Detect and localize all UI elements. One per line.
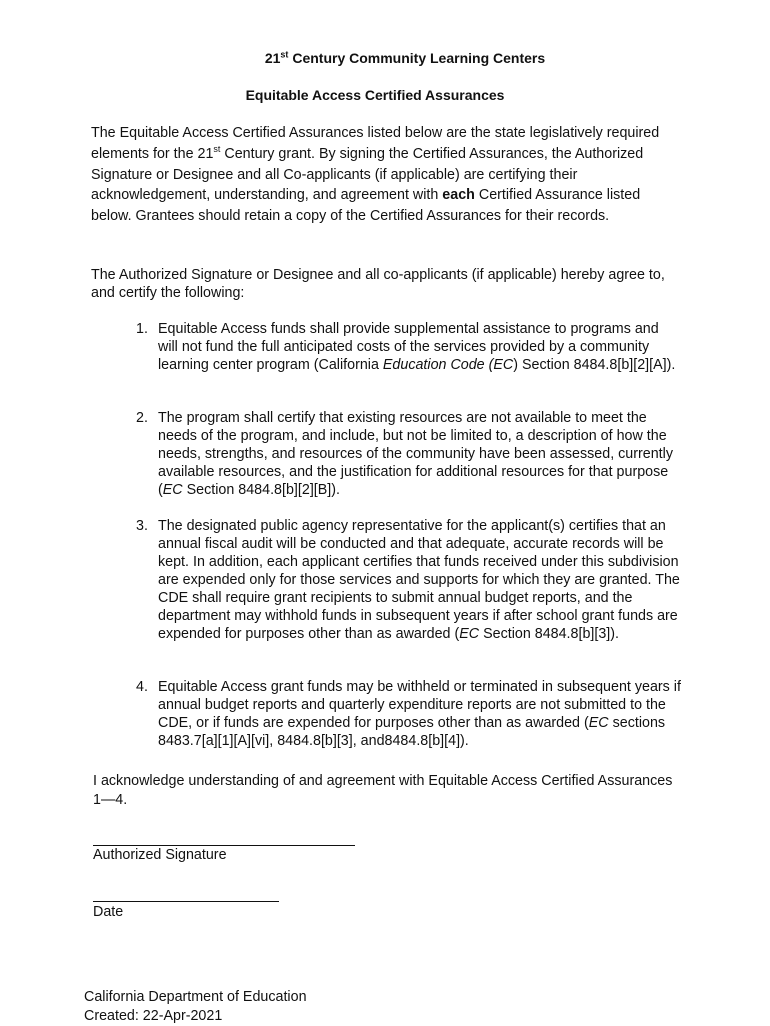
intro-text-1: The Equitable Access Certified Assurances listed below are the state legislatively required elements for the 21	[91, 125, 660, 162]
item-text-a: Equitable Access funds shall provide supplemental assistance to programs and will not fund the full anticipated costs of the services provided by a community learning center program (California	[158, 321, 659, 373]
footer-organization: California Department of Education	[84, 989, 307, 1005]
item-italic: EC	[162, 482, 183, 498]
signature-line[interactable]	[93, 845, 355, 846]
intro-superscript: st	[213, 144, 221, 155]
list-item	[136, 409, 681, 499]
item-text-a: The designated public agency representative for the applicant(s) certifies that an annual fiscal audit will be conducted and that adequate, accurate records will be kept. In addition, each applicant certifies that funds received under this subdivision are expended only for those services and supports for which they are granted. The CDE shall require grant recipients to submit annual budget reports, and the department may withhold funds in subsequent years if after school grant funds are expended for purposes other than as awarded (	[158, 518, 680, 642]
agree-statement: The Authorized Signature or Designee and all co-applicants (if applicable) hereby agree to, and certify the following:	[91, 267, 665, 301]
item-italic: EC	[459, 626, 480, 642]
list-item	[136, 320, 681, 374]
list-item-text	[158, 409, 681, 499]
item-italic: EC	[588, 715, 609, 731]
item-text-a: The program shall certify that existing resources are not available to meet the needs of the program, and include, but not be limited to, a description of how the needs, strengths, and resources of the community have been assessed, currently available resources, and the justification for additional resources for that purpose (	[158, 410, 673, 498]
list-item-text	[158, 678, 681, 750]
item-text-b: ) Section 8484.8[b][2][A]).	[513, 357, 676, 373]
list-item-text	[158, 517, 681, 643]
intro-paragraph	[91, 123, 681, 227]
list-item-text	[158, 320, 681, 374]
list-item-number: 3.	[136, 518, 148, 534]
list-item-number: 2.	[136, 410, 148, 426]
item-italic: Education Code (EC	[382, 357, 514, 373]
list-item	[136, 517, 681, 643]
page-title	[20, 50, 770, 66]
intro-text-3: Certified Assurance listed below. Grantees should retain a copy of the Certified Assurances for their records.	[91, 187, 641, 225]
list-item	[136, 678, 681, 750]
intro-bold-word: each	[442, 187, 475, 204]
title-rest: Century Community Learning Centers	[288, 50, 546, 66]
item-text-b: Section 8484.8[b][3]).	[479, 626, 619, 642]
date-line[interactable]	[93, 901, 279, 902]
item-text-b: sections 8483.7[a][1][A][vi], 8484.8[b][3], and8484.8[b][4]).	[158, 715, 666, 749]
item-text-a: Equitable Access grant funds may be withheld or terminated in subsequent years if annual budget reports and quarterly expenditure reports are not submitted to the CDE, or if funds are expended for purposes other than as awarded (	[158, 679, 681, 731]
intro-text-2: Century grant. By signing the Certified Assurances, the Authorized Signature or Designee and all Co-applicants (if applicable) are certifying their acknowledgement, understanding, and agreement with	[91, 145, 644, 204]
date-label: Date	[93, 904, 124, 920]
signature-label: Authorized Signature	[93, 847, 227, 863]
title-prefix: 21	[264, 50, 281, 66]
acknowledgement-text: I acknowledge understanding of and agreement with Equitable Access Certified Assurances 1—4.	[93, 773, 673, 808]
title-superscript: st	[280, 49, 289, 60]
list-item-number: 1.	[136, 321, 148, 337]
item-text-b: Section 8484.8[b][2][B]).	[182, 482, 341, 498]
page-subtitle: Equitable Access Certified Assurances	[245, 87, 505, 103]
footer-created-date: Created: 22-Apr-2021	[84, 1008, 223, 1024]
list-item-number: 4.	[136, 679, 148, 695]
